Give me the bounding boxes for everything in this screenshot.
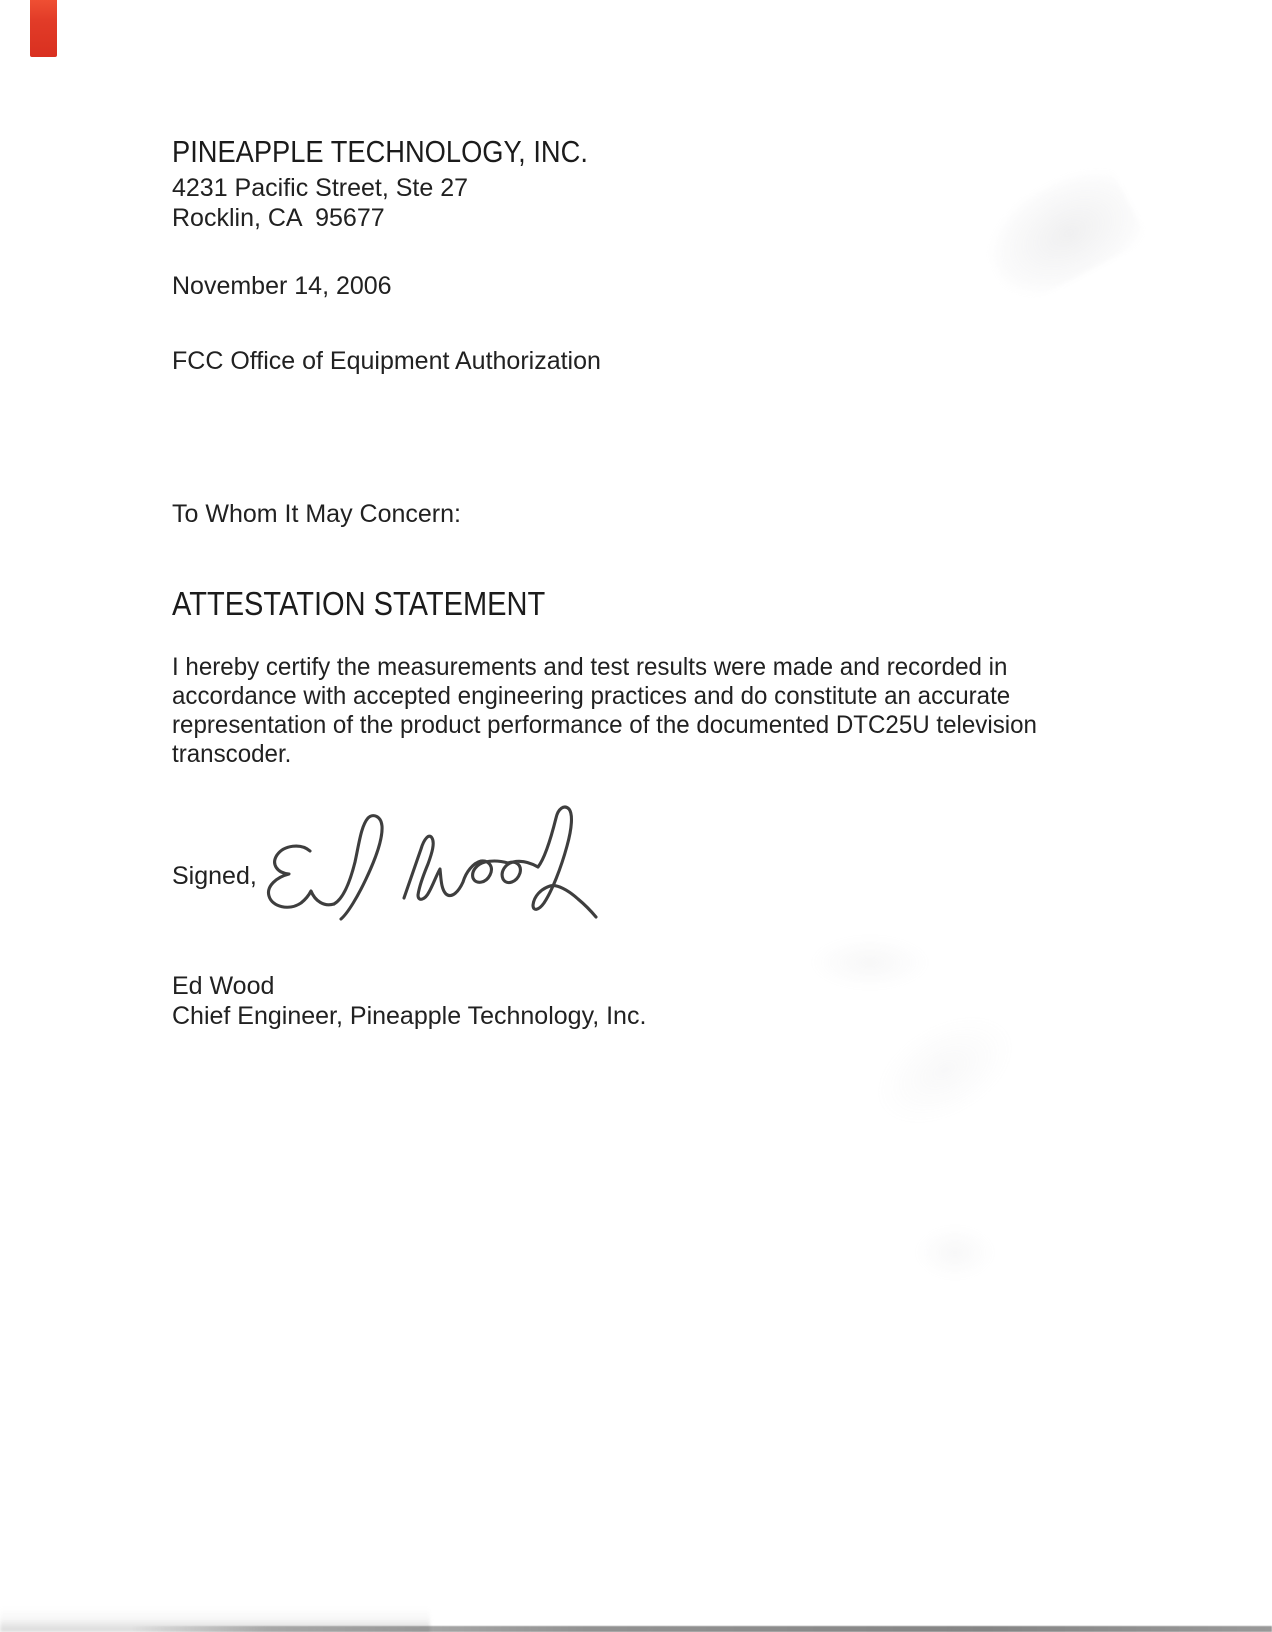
signed-label: Signed,: [172, 862, 257, 890]
signer-title: Chief Engineer, Pineapple Technology, Inc.: [172, 1002, 647, 1030]
handwritten-signature: [258, 798, 610, 926]
attestation-heading: ATTESTATION STATEMENT: [172, 585, 546, 622]
address-line-2: Rocklin, CA 95677: [172, 204, 385, 232]
scan-smudge-top-right: [971, 155, 1148, 309]
company-name: PINEAPPLE TECHNOLOGY, INC.: [172, 134, 588, 169]
scan-smudge-mid-2: [858, 994, 1033, 1147]
signature-stroke-d1: [334, 816, 382, 919]
recipient-line: FCC Office of Equipment Authorization: [172, 347, 601, 375]
scan-bottom-edge: [130, 1626, 1272, 1632]
body-paragraph: [172, 653, 1037, 769]
salutation: To Whom It May Concern:: [172, 500, 461, 528]
scan-smudge-mid-3: [915, 1225, 995, 1280]
letterhead: [172, 134, 645, 233]
address-line-1: 4231 Pacific Street, Ste 27: [172, 174, 469, 202]
body-line-1: I hereby certify the measurements and test results were made and recorded in: [172, 653, 1008, 681]
body-line-3: representation of the product performance of the documented DTC25U television: [172, 711, 1037, 739]
signature-block: [172, 971, 646, 1031]
body-line-2: accordance with accepted engineering practices and do constitute an accurate: [172, 682, 1011, 710]
signature-stroke-e: [269, 846, 334, 907]
scan-red-mark: [30, 0, 57, 57]
scan-smudge-mid-1: [810, 935, 930, 990]
signer-name: Ed Wood: [172, 972, 275, 1000]
signature-stroke-wood: [404, 807, 596, 917]
body-line-4: transcoder.: [172, 740, 292, 768]
letter-date: November 14, 2006: [172, 272, 392, 300]
